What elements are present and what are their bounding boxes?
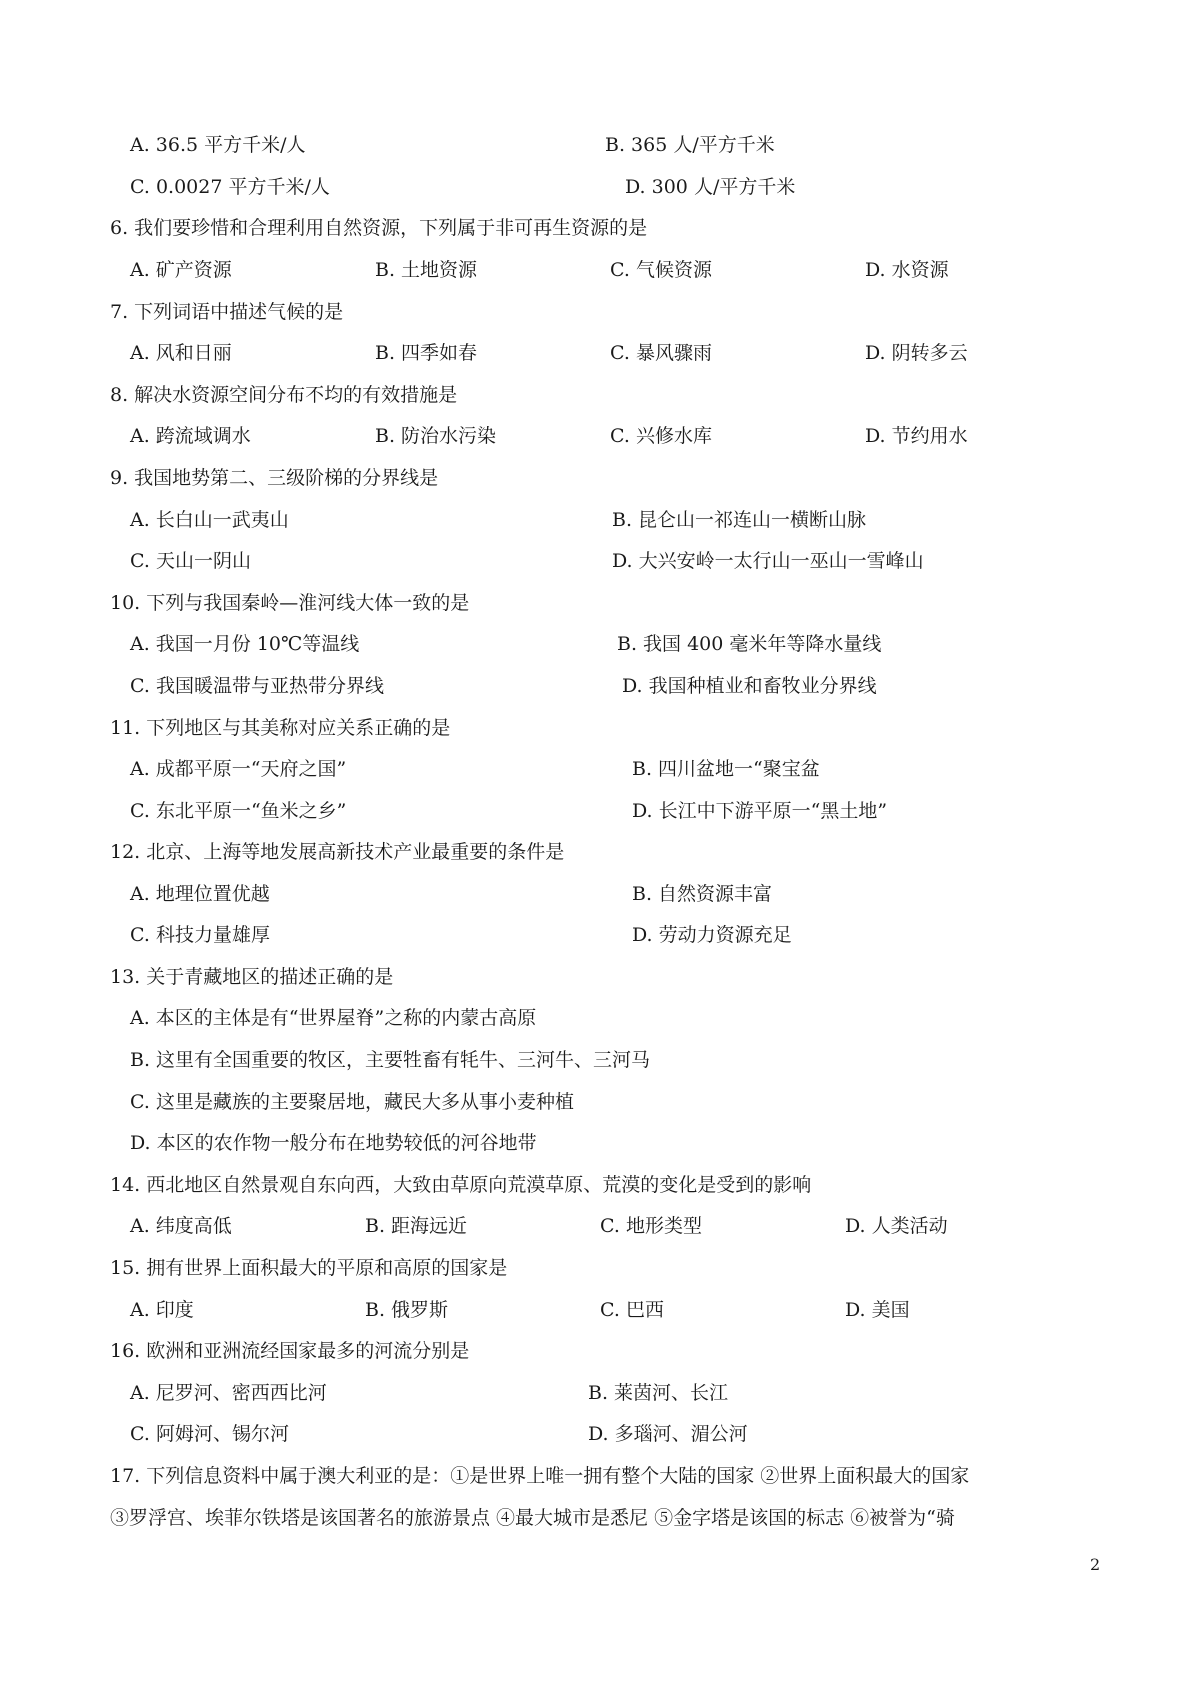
q15-option-c: C. 巴西	[600, 1299, 664, 1321]
q7-option-c: C. 暴风骤雨	[610, 342, 712, 364]
q7-option-d: D. 阴转多云	[865, 342, 968, 364]
q12-option-c: C. 科技力量雄厚	[130, 924, 270, 946]
q8-stem-text: 8. 解决水资源空间分布不均的有效措施是	[110, 384, 458, 406]
q15-stem-text: 15. 拥有世界上面积最大的平原和高原的国家是	[110, 1257, 508, 1279]
q12-option-a: A. 地理位置优越	[130, 883, 270, 905]
q8-option-d: D. 节约用水	[865, 425, 968, 447]
q17-text-line1: 17. 下列信息资料中属于澳大利亚的是：①是世界上唯一拥有整个大陆的国家 ②世界上面积最大的国家	[110, 1465, 970, 1487]
q16-stem-text: 16. 欧洲和亚洲流经国家最多的河流分别是	[110, 1340, 470, 1362]
q13-option-c: C. 这里是藏族的主要聚居地，藏民大多从事小麦种植	[130, 1091, 574, 1113]
q17-text-line2: ③罗浮宫、埃菲尔铁塔是该国著名的旅游景点 ④最大城市是悉尼 ⑤金字塔是该国的标志 ⑥被誉为“骑	[110, 1507, 955, 1529]
q9-option-b: B. 昆仑山一祁连山一横断山脉	[612, 509, 867, 531]
q12-option-d: D. 劳动力资源充足	[632, 924, 792, 946]
q13-stem-text: 13. 关于青藏地区的描述正确的是	[110, 966, 394, 988]
q15-option-a: A. 印度	[130, 1299, 194, 1321]
q16-option-c: C. 阿姆河、锡尔河	[130, 1423, 289, 1445]
q14-option-c: C. 地形类型	[600, 1215, 702, 1237]
q11-option-a: A. 成都平原一“天府之国”	[130, 758, 347, 780]
q10-option-c: C. 我国暖温带与亚热带分界线	[130, 675, 384, 697]
q8-option-c: C. 兴修水库	[610, 425, 712, 447]
q16-option-d: D. 多瑙河、湄公河	[588, 1423, 748, 1445]
q5-option-d: D. 300 人/平方千米	[625, 176, 796, 198]
q9-stem-text: 9. 我国地势第二、三级阶梯的分界线是	[110, 467, 439, 489]
q6-option-d: D. 水资源	[865, 259, 949, 281]
q15-option-b: B. 俄罗斯	[365, 1299, 449, 1321]
q7-option-b: B. 四季如春	[375, 342, 478, 364]
q8-option-a: A. 跨流域调水	[130, 425, 251, 447]
q14-option-b: B. 距海远近	[365, 1215, 468, 1237]
q11-stem-text: 11. 下列地区与其美称对应关系正确的是	[110, 717, 451, 739]
q6-stem-text: 6. 我们要珍惜和合理利用自然资源，下列属于非可再生资源的是	[110, 217, 648, 239]
q13-option-a: A. 本区的主体是有“世界屋脊”之称的内蒙古高原	[130, 1007, 537, 1029]
q14-option-d: D. 人类活动	[845, 1215, 948, 1237]
q10-option-b: B. 我国 400 毫米年等降水量线	[617, 633, 882, 655]
q9-option-a: A. 长白山一武夷山	[130, 509, 289, 531]
q13-option-b: B. 这里有全国重要的牧区，主要牲畜有牦牛、三河牛、三河马	[130, 1049, 651, 1071]
q5-option-c: C. 0.0027 平方千米/人	[130, 176, 330, 198]
q16-option-a: A. 尼罗河、密西西比河	[130, 1382, 327, 1404]
q5-option-a: A. 36.5 平方千米/人	[130, 134, 306, 156]
q14-stem-text: 14. 西北地区自然景观自东向西，大致由草原向荒漠草原、荒漠的变化是受到的影响	[110, 1174, 812, 1196]
q10-option-d: D. 我国种植业和畜牧业分界线	[622, 675, 877, 697]
q11-option-d: D. 长江中下游平原一“黑土地”	[632, 800, 888, 822]
q11-option-c: C. 东北平原一“鱼米之乡”	[130, 800, 347, 822]
q8-option-b: B. 防治水污染	[375, 425, 497, 447]
q6-option-c: C. 气候资源	[610, 259, 712, 281]
page-number: 2	[1090, 1555, 1101, 1574]
q15-option-d: D. 美国	[845, 1299, 910, 1321]
q9-option-d: D. 大兴安岭一太行山一巫山一雪峰山	[612, 550, 924, 572]
q9-option-c: C. 天山一阴山	[130, 550, 251, 572]
q11-option-b: B. 四川盆地一“聚宝盆	[632, 758, 820, 780]
q7-stem-text: 7. 下列词语中描述气候的是	[110, 301, 344, 323]
q6-option-a: A. 矿产资源	[130, 259, 232, 281]
q10-option-a: A. 我国一月份 10℃等温线	[130, 633, 360, 655]
q7-option-a: A. 风和日丽	[130, 342, 232, 364]
q14-option-a: A. 纬度高低	[130, 1215, 232, 1237]
q10-stem-text: 10. 下列与我国秦岭—淮河线大体一致的是	[110, 592, 470, 614]
q12-stem-text: 12. 北京、上海等地发展高新技术产业最重要的条件是	[110, 841, 565, 863]
q16-option-b: B. 莱茵河、长江	[588, 1382, 729, 1404]
q13-option-d: D. 本区的农作物一般分布在地势较低的河谷地带	[130, 1132, 537, 1154]
q6-option-b: B. 土地资源	[375, 259, 478, 281]
q12-option-b: B. 自然资源丰富	[632, 883, 773, 905]
q5-option-b: B. 365 人/平方千米	[605, 134, 775, 156]
